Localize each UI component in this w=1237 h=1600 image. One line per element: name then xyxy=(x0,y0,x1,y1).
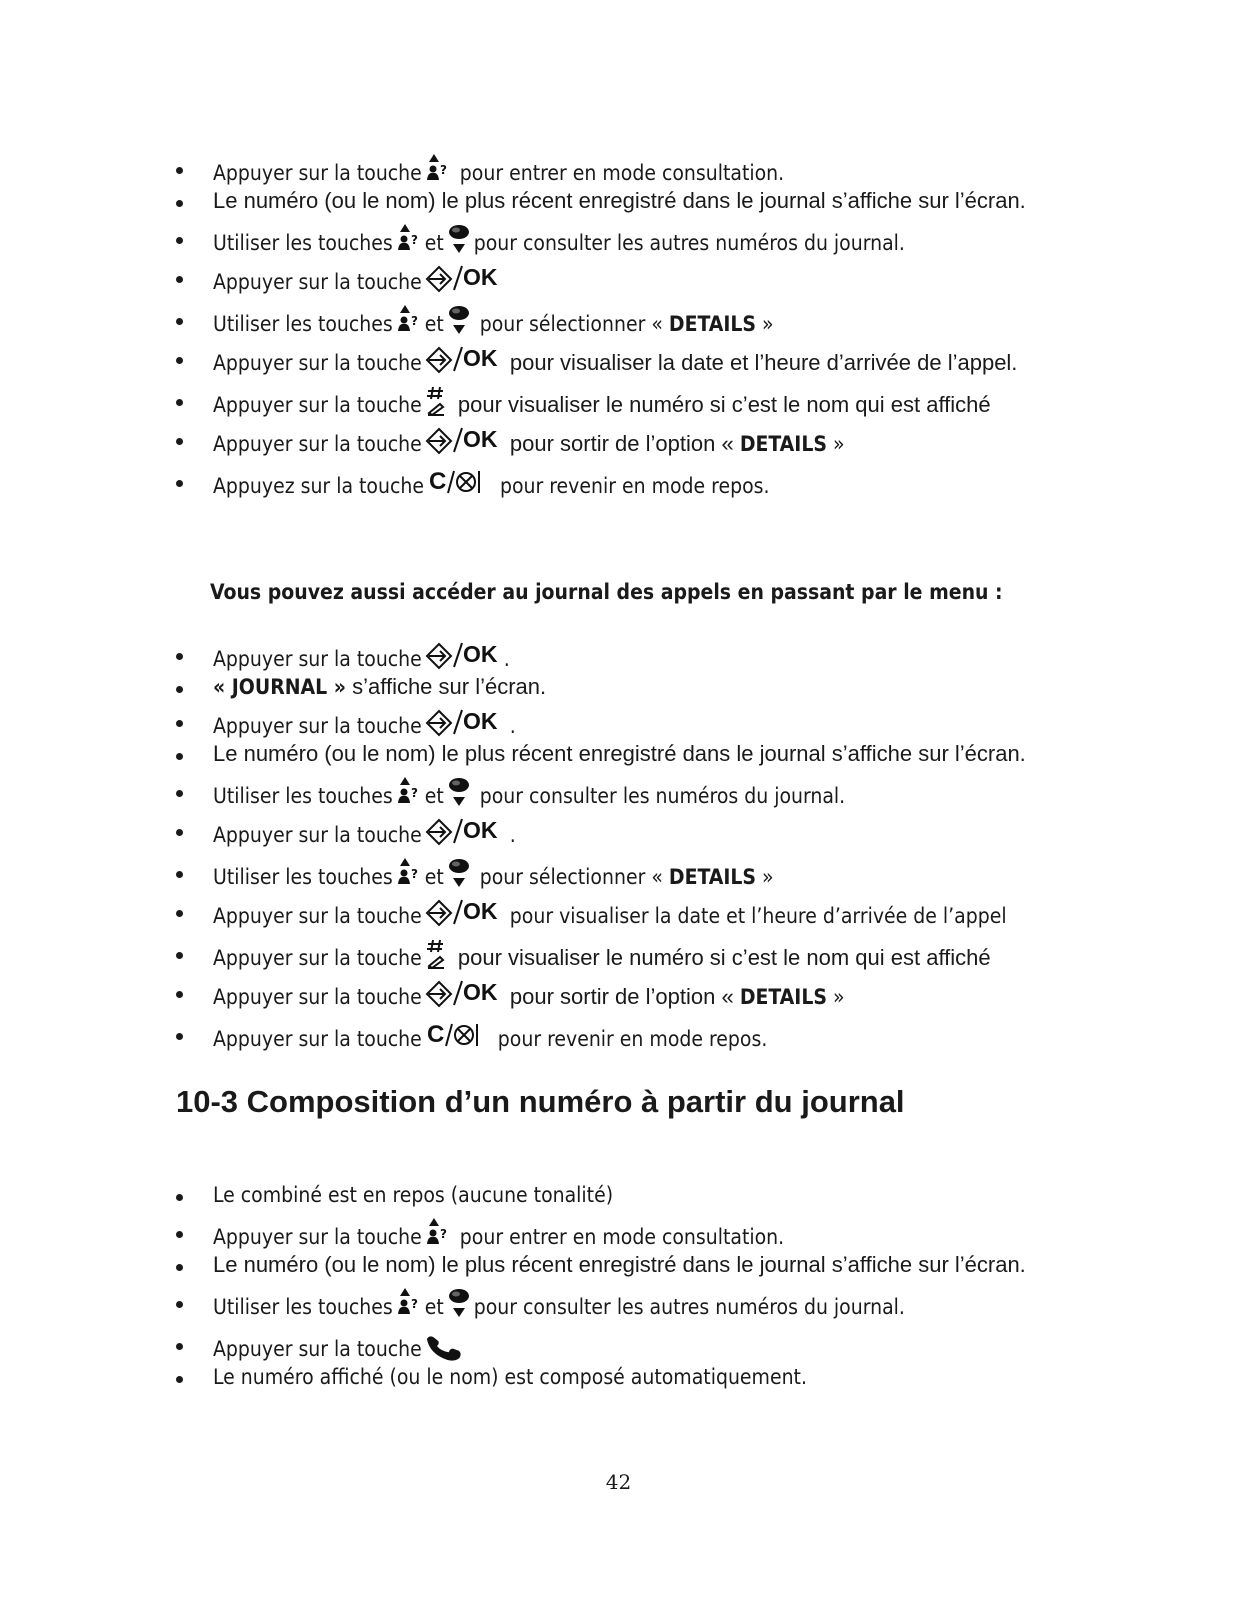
down-key-icon xyxy=(447,1288,471,1320)
svg-text:OK: OK xyxy=(462,817,498,843)
list-item: Utiliser les touches ? et pour consulter les autres numéros du journal. xyxy=(0,1288,1237,1321)
svg-text:?: ? xyxy=(410,314,418,328)
search-key-icon xyxy=(396,224,422,256)
hash-key-icon xyxy=(425,939,449,971)
menu-access-note: Vous pouvez aussi accéder au journal des appels en passant par le menu : xyxy=(210,580,1003,604)
list-item: Appuyer sur la touche OK pour sortir de l’option « DETAILS » xyxy=(0,978,1237,1011)
list-item: Appuyer sur la touche OK . xyxy=(0,640,1237,673)
down-key-icon xyxy=(447,305,471,337)
svg-text:?: ? xyxy=(439,1227,447,1241)
list-item: Appuyer sur la touche OK pour visualiser la date et l’heure d’arrivée de l’appel xyxy=(0,897,1237,930)
list-item: Appuyer sur la touche ? pour entrer en mode consultation. xyxy=(0,154,1237,187)
svg-text:OK: OK xyxy=(462,898,498,924)
list-item: Appuyer sur la touche OK . xyxy=(0,707,1237,740)
clear-key-icon xyxy=(425,1020,489,1052)
svg-text:?: ? xyxy=(410,786,418,800)
page-number: 42 xyxy=(605,1470,632,1494)
svg-text:?: ? xyxy=(410,233,418,247)
list-item: Appuyez sur la touche C pour revenir en mode repos. xyxy=(0,467,1237,500)
list-item: Utiliser les touches ? et pour consulter les numéros du journal. xyxy=(0,777,1237,810)
list-item: Appuyer sur la touche C pour revenir en mode repos. xyxy=(0,1020,1237,1053)
svg-text:OK: OK xyxy=(462,426,498,452)
search-key-icon xyxy=(396,305,422,337)
search-key-icon xyxy=(396,1288,422,1320)
list-item: Appuyer sur la touche OK pour sortir de l’option « DETAILS » xyxy=(0,425,1237,458)
section-heading: 10-3 Composition d’un numéro à partir du journal xyxy=(176,1084,905,1119)
search-key-icon xyxy=(396,858,422,890)
instructions-list-2 xyxy=(0,640,1237,1053)
down-key-icon xyxy=(447,224,471,256)
instructions-list-1 xyxy=(0,154,1237,500)
down-key-icon xyxy=(447,777,471,809)
svg-text:OK: OK xyxy=(462,641,498,667)
search-key-icon xyxy=(425,154,451,186)
svg-text:OK: OK xyxy=(462,345,498,371)
svg-text:?: ? xyxy=(439,163,447,177)
ok-key-icon xyxy=(425,707,501,739)
list-item: Appuyer sur la touche OK . xyxy=(0,816,1237,849)
svg-text:OK: OK xyxy=(462,264,498,290)
instructions-list-3 xyxy=(0,1181,1237,1391)
ok-key-icon xyxy=(425,816,501,848)
clear-key-icon xyxy=(427,467,491,499)
svg-text:C: C xyxy=(428,468,447,495)
svg-text:C: C xyxy=(426,1021,445,1048)
search-key-icon xyxy=(396,777,422,809)
list-item: Le numéro affiché (ou le nom) est composé automatiquement. xyxy=(0,1363,1237,1391)
list-item: Le combiné est en repos (aucune tonalité) xyxy=(0,1181,1237,1209)
list-item: Utiliser les touches ? et pour sélectionner « DETAILS » xyxy=(0,305,1237,338)
list-item: Le numéro (ou le nom) le plus récent enregistré dans le journal s’affiche sur l’écran. xyxy=(0,187,1237,215)
svg-text:?: ? xyxy=(410,1297,418,1311)
search-key-icon xyxy=(425,1218,451,1250)
hash-key-icon xyxy=(425,386,449,418)
list-item: Utiliser les touches ? et pour consulter les autres numéros du journal. xyxy=(0,224,1237,257)
list-item: Appuyer sur la touche OK pour visualiser la date et l’heure d’arrivée de l’appel. xyxy=(0,344,1237,377)
list-item: Appuyer sur la touche OK xyxy=(0,263,1237,296)
list-item: Le numéro (ou le nom) le plus récent enregistré dans le journal s’affiche sur l’écran. xyxy=(0,1251,1237,1279)
list-item: Appuyer sur la touche pour visualiser le numéro si c’est le nom qui est affiché xyxy=(0,939,1237,972)
svg-text:?: ? xyxy=(410,867,418,881)
ok-key-icon xyxy=(425,978,501,1010)
call-key-icon xyxy=(425,1330,461,1362)
list-item: « JOURNAL » s’affiche sur l’écran. xyxy=(0,673,1237,701)
ok-key-icon xyxy=(425,897,501,929)
ok-key-icon xyxy=(425,263,501,295)
svg-text:OK: OK xyxy=(462,979,498,1005)
list-item: Appuyer sur la touche ? pour entrer en mode consultation. xyxy=(0,1218,1237,1251)
svg-text:OK: OK xyxy=(462,708,498,734)
list-item: Appuyer sur la touche pour visualiser le numéro si c’est le nom qui est affiché xyxy=(0,386,1237,419)
ok-key-icon xyxy=(425,640,501,672)
down-key-icon xyxy=(447,858,471,890)
list-item: Le numéro (ou le nom) le plus récent enregistré dans le journal s’affiche sur l’écran. xyxy=(0,740,1237,768)
list-item: Utiliser les touches ? et pour sélectionner « DETAILS » xyxy=(0,858,1237,891)
ok-key-icon xyxy=(425,344,501,376)
list-item: Appuyer sur la touche xyxy=(0,1330,1237,1363)
ok-key-icon xyxy=(425,425,501,457)
